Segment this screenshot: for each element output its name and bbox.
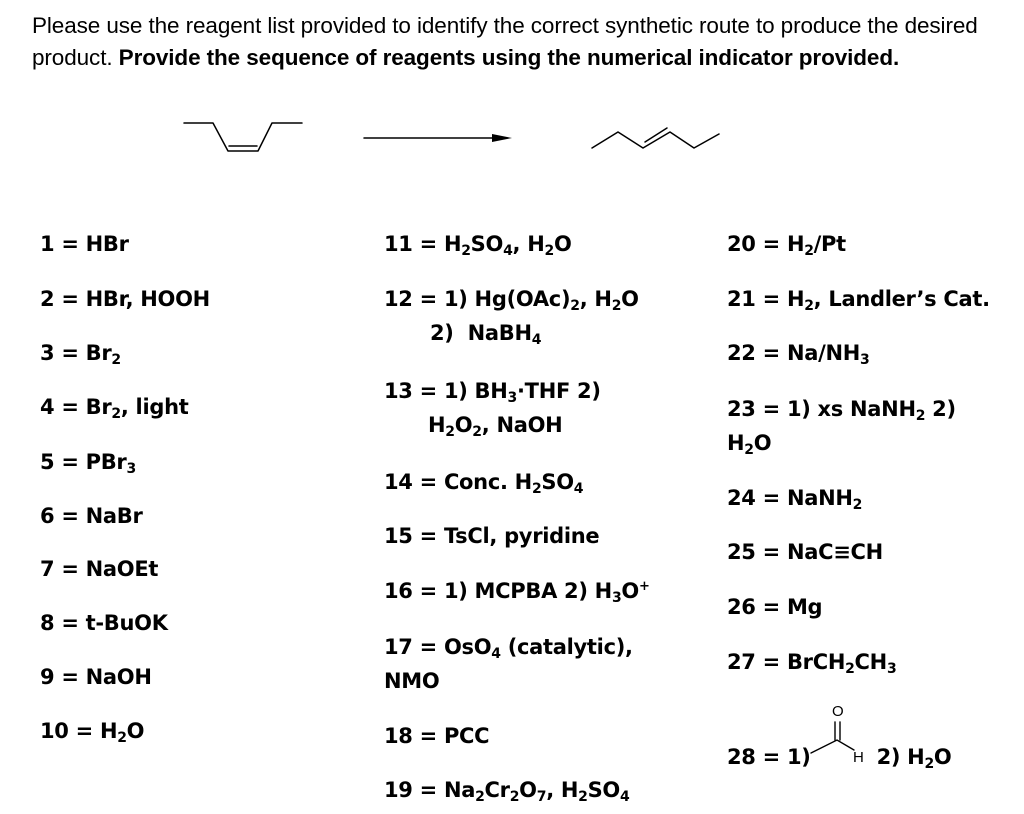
aldehyde-o-label: O — [832, 703, 844, 720]
reagent-21: $21 = H_2$, Landler’s Cat. — [727, 287, 990, 314]
reaction-scheme — [0, 110, 1024, 190]
reagent-3: $3 = Br_2$ — [40, 341, 121, 368]
starting-material-cis-2-pentene — [184, 123, 302, 151]
reagent-25: 25 = NaC≡CH — [727, 540, 883, 564]
reagent-8: 8 = t-BuOK — [40, 611, 168, 635]
reagent-20: $20 = H_2/Pt$ — [727, 232, 846, 259]
reagent-12: 12 = 1) $Hg(OAc)_2$, $H_2O$ 2) NaBH$_4$ — [384, 287, 639, 348]
reagent-13: 13 = 1) $BH_3\cdot THF$ 2) $H_2O_2$, NaOH — [384, 379, 601, 440]
reagent-4: $4 = Br_2$, light — [40, 395, 189, 422]
reagent-24: 24 = NaNH$_2$ — [727, 486, 863, 513]
reagent-14: 14 = Conc. $H_2SO_4$ — [384, 470, 584, 497]
reagent-5: 5 = PBr$_3$ — [40, 450, 136, 477]
aldehyde-h-label: H — [853, 749, 864, 766]
reagent-16: 16 = 1) MCPBA 2) $H_3O^+$ — [384, 579, 650, 606]
reagent-18: 18 = PCC — [384, 724, 490, 748]
reagent-15: 15 = TsCl, pyridine — [384, 524, 600, 548]
instructions-bold: Provide the sequence of reagents using the numerical indicator provided. — [118, 44, 900, 70]
reagent-28: 28 = 1) 2) $H_2O$ — [727, 745, 952, 772]
reaction-arrow — [364, 134, 512, 142]
instructions — [32, 10, 1007, 73]
reagent-27: $27 = BrCH_2CH_3$ — [727, 650, 897, 677]
product-trans-2-pentene — [592, 128, 719, 148]
reagent-17: 17 = OsO$_4$ (catalytic), NMO — [384, 635, 633, 693]
instructions-text: Please use the reagent list provided to identify the correct synthetic route to produce the desired product. — [32, 13, 978, 70]
reagent-19: $19 = Na_2Cr_2O_7$, $H_2SO_4$ — [384, 778, 630, 805]
reagent-11: $11 = H_2SO_4$, $H_2O$ — [384, 232, 572, 259]
reagent-7: 7 = NaOEt — [40, 557, 159, 581]
reagent-2: 2 = HBr, HOOH — [40, 287, 210, 311]
reagent-22: $22 = Na/NH_3$ — [727, 341, 870, 368]
reagent-23: 23 = 1) xs NaNH$_2$ 2) $H_2O$ — [727, 397, 956, 458]
reagent-10: $10 = H_2O$ — [40, 719, 145, 746]
acetaldehyde-structure — [808, 700, 878, 770]
reagent-9: 9 = NaOH — [40, 665, 152, 689]
reagent-6: 6 = NaBr — [40, 504, 143, 528]
reagent-1: 1 = HBr — [40, 232, 129, 256]
reagent-26: 26 = Mg — [727, 595, 823, 619]
